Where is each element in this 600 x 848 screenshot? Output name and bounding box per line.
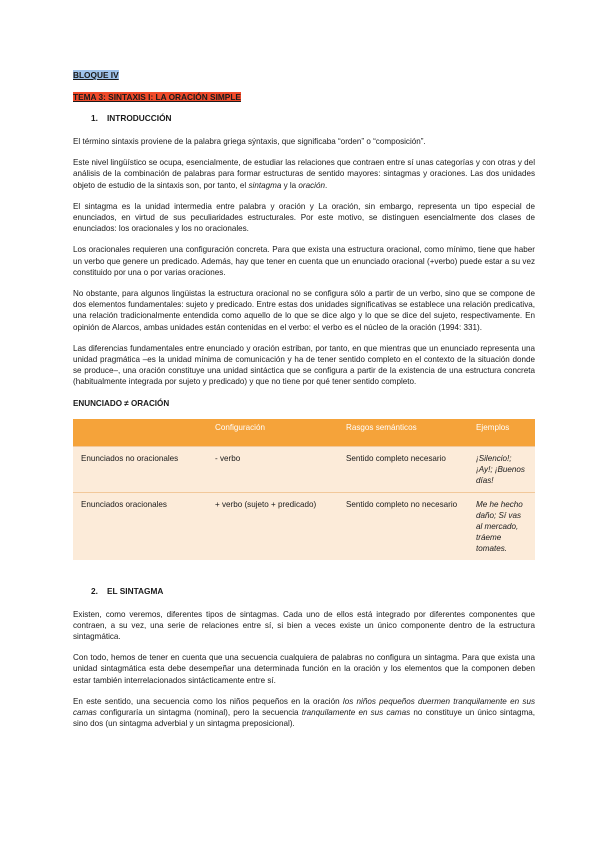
paragraph: El término sintaxis proviene de la palabra griega sýntaxis, que significaba “orden” o “composición”. — [73, 137, 426, 146]
section-heading-sintagma: 2. EL SINTAGMA — [91, 585, 164, 596]
table-cell: Sentido completo necesario — [338, 446, 468, 492]
document-page — [73, 70, 535, 739]
paragraph: En este sentido, una secuencia como los niños pequeños en la oración los niños pequeños duermen tranquilamente en sus camas configuraría un sintagma (nominal), pero la secuencia tranquilamente en sus camas no constituye un único sintagma, sino dos (un sintagma adverbial y un sintagma preposicional). — [73, 696, 535, 729]
section-heading-intro: 1. INTRODUCCIÓN — [91, 113, 172, 123]
table-header-cell: Rasgos semánticos — [338, 419, 468, 447]
paragraph: Este nivel lingüístico se ocupa, esencialmente, de estudiar las relaciones que contraen entre sí unas categorías y con otras y del análisis de la combinación de palabras para formar estructuras de sentido mayores: sintagmas y oraciones. Las dos unidades objeto de estudio de la sintaxis son, por tanto, el sintagma y la oración. — [73, 158, 535, 190]
table-cell: Me he hecho daño; Sí vas al mercado, tráeme tomates. — [468, 492, 535, 560]
table-header-cell — [73, 419, 207, 447]
table-header-cell: Configuración — [207, 419, 338, 447]
comparison-table — [73, 419, 535, 560]
table-cell: Sentido completo no necesario — [338, 492, 468, 560]
table-row — [73, 492, 535, 560]
paragraph: Con todo, hemos de tener en cuenta que una secuencia cualquiera de palabras no configura un sintagma. Para que exista una unidad sintagmática esta debe desempeñar una determinada función en la oración y los elementos que la componen deben estar también interrelacionados sintácticamente entre sí. — [73, 653, 535, 685]
table-cell: + verbo (sujeto + predicado) — [207, 492, 338, 560]
table-cell: Enunciados no oracionales — [73, 446, 207, 492]
table-cell: - verbo — [207, 446, 338, 492]
paragraph: Los oracionales requieren una configuración concreta. Para que exista una estructura oracional, como mínimo, tiene que haber un verbo que genere un predicado. Además, hay que tener en cuenta que un enunciado oracional (+verbo) puede estar a su vez constituido por una o por varias oraciones. — [73, 245, 535, 277]
table-header-cell: Ejemplos — [468, 419, 535, 447]
table-cell: ¡Silencio!; ¡Ay!; ¡Buenos días! — [468, 446, 535, 492]
paragraph: El sintagma es la unidad intermedia entre palabra y oración y La oración, sin embargo, representa un tipo especial de enunciados, en virtud de sus peculiaridades estructurales. Por este motivo, se distinguen esencialmente dos clases de enunciados: los oracionales y los no oracionales. — [73, 201, 535, 234]
table-header-row — [73, 419, 535, 447]
table-cell: Enunciados oracionales — [73, 492, 207, 560]
topic-title: TEMA 3: SINTAXIS I: LA ORACIÓN SIMPLE — [73, 92, 241, 102]
paragraph: No obstante, para algunos lingüistas la estructura oracional no se configura sólo a partir de un verbo, sino que se compone de dos elementos fundamentales: sujeto y predicado. Entre estas dos unidades significativas se establece una relación predicativa, una relación tradicionalmente entendida como aquello de lo que se dice algo y lo que se dice del sujeto, respectivamente. En opinión de Alarcos, ambas unidades están contenidas en el verbo: el verbo es el núcleo de la oración (1994: 331). — [73, 289, 535, 332]
table-row — [73, 446, 535, 492]
paragraph: Las diferencias fundamentales entre enunciado y oración estriban, por tanto, en que mientras que un enunciado representa una unidad pragmática –es la unidad mínima de comunicación y ha de tener sentido completo en el contexto de la situación donde se produce–, una oración constituye una unidad sintáctica que se configura a partir de la existencia de una estructura concreta (habitualmente integrada por sujeto y predicado) y que no tiene por qué tener sentido completo. — [73, 343, 535, 387]
block-title: BLOQUE IV — [73, 70, 119, 80]
paragraph: Existen, como veremos, diferentes tipos de sintagmas. Cada uno de ellos está integrado por diferentes componentes que contraen, a su vez, una serie de relaciones entre sí, si bien a veces existe un único componente dentro de la estructura sintagmática. — [73, 609, 535, 642]
enunciado-oracion-label: ENUNCIADO ≠ ORACIÓN — [73, 398, 170, 408]
